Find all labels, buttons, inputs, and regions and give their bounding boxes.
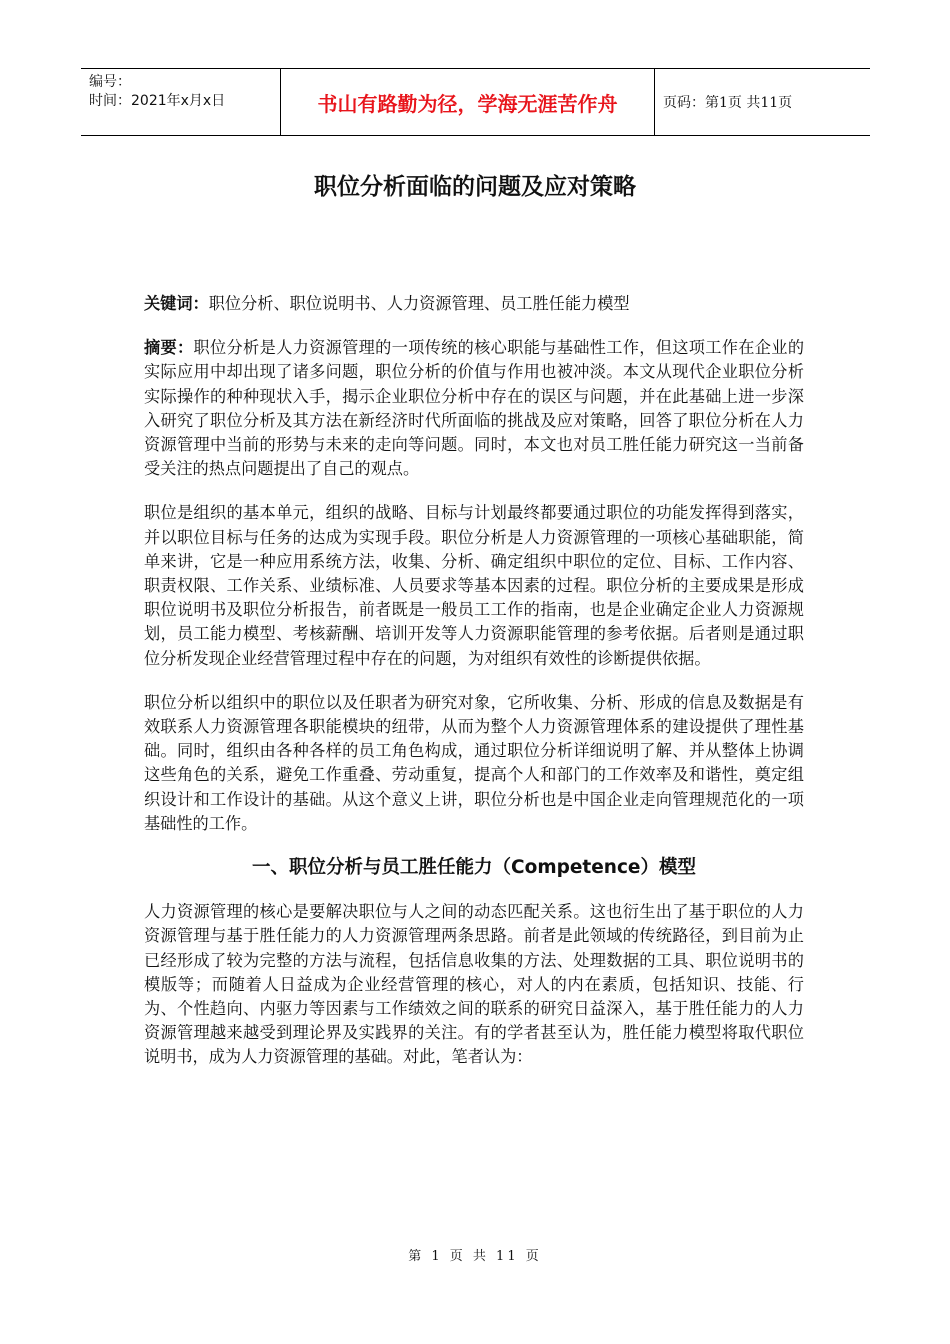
keywords-text: 职位分析、职位说明书、人力资源管理、员工胜任能力模型 (208, 294, 630, 313)
header-left-cell (81, 69, 281, 135)
section-1-heading: 一、职位分析与员工胜任能力（Competence）模型 (252, 857, 696, 879)
time-label: 时间：2021年x月x日 (89, 93, 226, 109)
document-title: 职位分析面临的问题及应对策略 (314, 174, 636, 200)
abstract-text: 职位分析是人力资源管理的一项传统的核心职能与基础性工作，但这项工作在企业的实际应用中却出现了诸多问题，职位分析的价值与作用也被冲淡。本文从现代企业职位分析实际操作的种种现状入手，揭示企业职位分析中存在的误区与问题，并在此基础上进一步深入研究了职位分析及其方法在新经济时代所面临的挑战及应对策略，回答了职位分析在人力资源管理中当前的形势与未来的走向等问题。同时，本文也对员工胜任能力研究这一当前备受关注的热点问题提出了自己的观点。 (144, 338, 805, 479)
keywords-paragraph (144, 292, 804, 316)
abstract-label: 摘要： (144, 338, 194, 358)
body-paragraph-1: 职位是组织的基本单元，组织的战略、目标与计划最终都要通过职位的功能发挥得到落实，并以职位目标与任务的达成为实现手段。职位分析是人力资源管理的一项核心基础职能，简单来讲，它是一种应用系统方法，收集、分析、确定组织中职位的定位、目标、工作内容、职责权限、工作关系、业绩标准、人员要求等基本因素的过程。职位分析的主要成果是形成职位说明书及职位分析报告，前者既是一般员工工作的指南，也是企业确定企业人力资源规划，员工能力模型、考核薪酬、培训开发等人力资源职能管理的参考依据。后者则是通过职位分析发现企业经营管理过程中存在的问题，为对组织有效性的诊断提供依据。 (144, 503, 804, 668)
body-paragraph-3: 人力资源管理的核心是要解决职位与人之间的动态匹配关系。这也衍生出了基于职位的人力资源管理与基于胜任能力的人力资源管理两条思路。前者是此领域的传统路径，到目前为止已经形成了较为完整的方法与流程，包括信息收集的方法、处理数据的工具、职位说明书的模版等；而随着人日益成为企业经营管理的核心，对人的内在素质，包括知识、技能、行为、个性趋向、内驱力等因素与工作绩效之间的联系的研究日益深入，基于胜任能力的人力资源管理越来越受到理论界及实践界的关注。有的学者甚至认为，胜任能力模型将取代职位说明书，成为人力资源管理的基础。对此，笔者认为： (144, 902, 804, 1067)
page-footer: 第 1 页 共 11 页 (408, 1249, 542, 1264)
document-body (144, 292, 804, 1090)
header-table (81, 68, 870, 136)
motto-text: 书山有路勤为径，学海无涯苦作舟 (317, 91, 618, 116)
page-info-text: 页码：第1页 共11页 (663, 95, 793, 111)
motto-cell (281, 69, 655, 135)
page-info-cell (655, 69, 870, 135)
number-label: 编号： (89, 74, 131, 90)
keywords-label: 关键词： (144, 294, 209, 313)
abstract-paragraph (144, 336, 804, 481)
body-paragraph-2: 职位分析以组织中的职位以及任职者为研究对象，它所收集、分析、形成的信息及数据是有效联系人力资源管理各职能模块的纽带，从而为整个人力资源管理体系的建设提供了理性基础。同时，组织由各种各样的员工角色构成，通过职位分析详细说明了解、并从整体上协调这些角色的关系，避免工作重叠、劳动重复，提高个人和部门的工作效率及和谐性，奠定组织设计和工作设计的基础。从这个意义上讲，职位分析也是中国企业走向管理规范化的一项基础性的工作。 (144, 692, 804, 833)
